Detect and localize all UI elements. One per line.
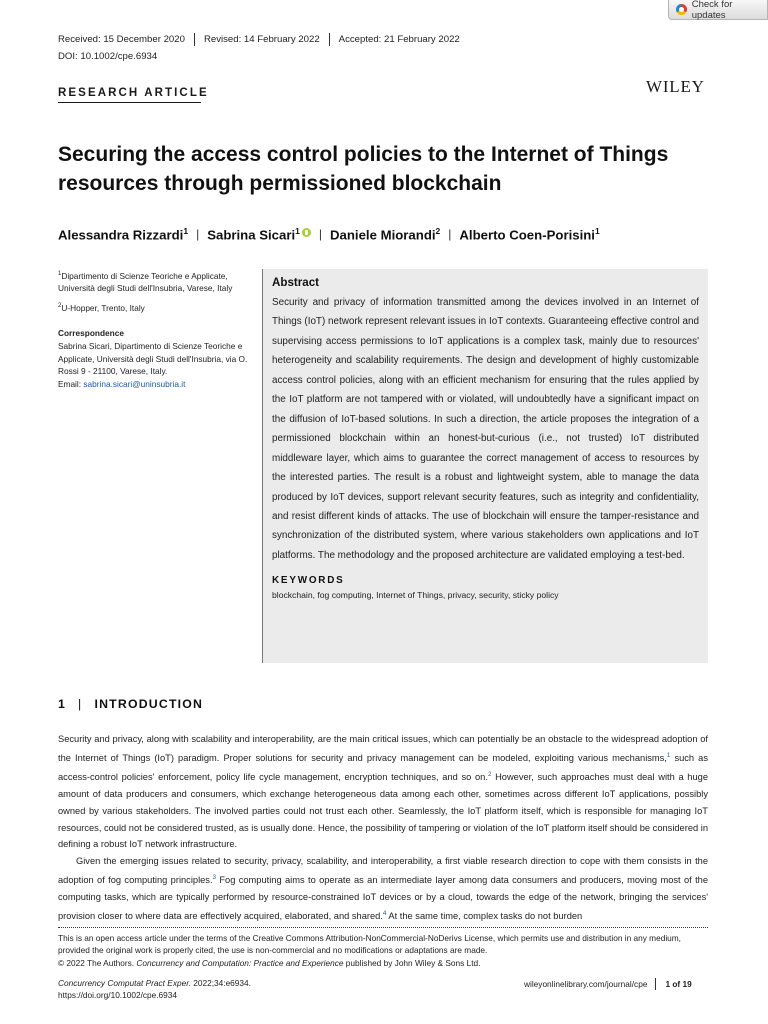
abstract-text: Security and privacy of information transmitted among the devices involved in an Internet of Things (IoT) network represent relevant issues in IoT contexts. Guaranteeing effective control and supervising access permissions to IoT applications is a complex task, mainly due to resources' heterogeneity and scalability requirements. The design and development of highly customizable access control policies, along with an efficient mechanism for ensuring that the rules applied by the IoT platform are not tampered with or violated, will undoubtedly have a significant impact on the diffusion of IoT-based solutions. In such a direction, the article proposes the integration of a permissioned blockchain within an honest-but-curious (i.e., not trusted) IoT distributed middleware layer, which aims to guarantee the correct management of access to resources by the interested parties. The result is a robust and lightweight system, able to manage the data produced by IoT devices, support relevant security features, such as integrity and confidentiality, and resist different kinds of attacks. The use of blockchain will ensure the tamper-resistance and synchronization of the distributed system, where various stakeholders own applications and IoT platforms. The methodology and the proposed architecture are validated employing a test-bed. [272, 297, 699, 561]
citation-link[interactable]: 3 [212, 874, 216, 882]
citation-link[interactable]: 2 [487, 770, 492, 778]
affiliations [58, 268, 248, 319]
check-for-updates-label: Check for updates [691, 0, 733, 21]
footnote-divider [58, 927, 708, 928]
email-link[interactable]: sabrina.sicari@uninsubria.it [83, 378, 186, 389]
accepted-date: Accepted: 21 February 2022 [329, 33, 469, 46]
author[interactable]: Daniele Miorandi$^2$ [330, 226, 441, 243]
section-separator: | [78, 697, 83, 711]
paragraph: Security and privacy, along with scalability and interoperability, are the main critical issues, which can potentially be an obstacle to the widespread adoption of the Internet of Things (IoT) paradigm. Proper solutions for security and privacy management can be modeled, exploiting various mechanisms,$^1$ such as access-control policies' enforcement, policy life cycle management, encryption techniques, and so on.$^2$ However, such approaches must deal with a huge amount of data producers and consumers, which exchange heterogeneous data among each other, sometimes across different IoT applications, possibly owned by various stakeholders. The involved parties could not trust each other. Seamlessly, the IoT platform itself, which is responsible for managing IoT resources, could not be considered trusted, as is usually done. Hence, the possibility of tampering or violation of the IoT platform itself should be considered in defining a robust IoT network infrastructure. [58, 734, 708, 850]
author-separator: | [196, 227, 200, 242]
abstract-heading: Abstract [272, 276, 320, 289]
author[interactable]: Alessandra Rizzardi$^1$ [58, 226, 189, 243]
abstract-box [262, 269, 708, 663]
publisher-logo: WILEY [646, 77, 705, 96]
revised-date: Revised: 14 February 2022 [194, 33, 329, 46]
paper-title: Securing the access control policies to the Internet of Things resources through permissioned blockchain [58, 143, 669, 195]
citation-link[interactable]: 4 [382, 910, 387, 918]
paragraph: Given the emerging issues related to security, privacy, scalability, and interoperability, a first viable research direction to cope with them consists in the adoption of fog computing principles.$^3$ Fog computing aims to operate as an intermediate layer among data consumers and producers, moving most of the computing tasks, which are typically performed by resource-constrained IoT devices or by a cloud, towards the edge of the network, bringing the services' provision closer to where data are effectively acquired, elaborated, and shared.$^4$ At the same time, complex tasks do not burden [58, 856, 708, 922]
correspondence [58, 327, 248, 390]
license-text: This is an open access article under the terms of the Creative Commons Attribution-NonCommercial-NoDerivs License, which permits use and distribution in any medium, provided the original work is properly cited, the use is non-commercial and no modifications or adaptations are made. [58, 933, 681, 956]
citation-link[interactable]: 1 [666, 751, 671, 759]
author-separator: | [318, 227, 323, 242]
section-title: INTRODUCTION [94, 697, 204, 711]
footer-citation: Concurrency Computat Pract Exper. 2022;34:e6934. https://doi.org/10.1002/cpe.6934 [58, 978, 251, 1000]
doi: DOI: 10.1002/cpe.6934 [58, 51, 158, 62]
article-dates [58, 33, 469, 46]
copyright-line: © 2022 The Authors. Concurrency and Computation: Practice and Experience published by John Wiley & Sons Ltd. [58, 957, 481, 968]
author[interactable]: Alberto Coen-Porisini$^1$ [459, 226, 600, 243]
introduction-body [58, 731, 708, 925]
orcid-icon[interactable] [302, 228, 311, 237]
journal-abbrev: Concurrency Computat Pract Exper. [58, 978, 191, 988]
footer-right [524, 978, 692, 990]
section-number: 1 [58, 697, 67, 711]
keywords: blockchain, fog computing, Internet of Things, privacy, security, sticky policy [272, 590, 559, 601]
section-heading [58, 697, 203, 711]
author-list [58, 226, 600, 242]
article-type-underline [58, 102, 201, 103]
doi-link[interactable]: https://doi.org/10.1002/cpe.6934 [58, 989, 178, 1000]
license-footnote [58, 932, 708, 969]
keywords-heading: KEYWORDS [272, 575, 345, 587]
author-separator: | [448, 227, 452, 242]
correspondence-heading: Correspondence [58, 328, 124, 338]
author[interactable]: Sabrina Sicari$^1$ [207, 226, 311, 242]
check-for-updates-button[interactable] [668, 0, 768, 20]
page-number: 1 of 19 [655, 978, 691, 990]
correspondence-text: Sabrina Sicari, Dipartimento di Scienze Teoriche e Applicate, Università degli Studi dell'Insubria, via O. Rossi 9 - 21100, Varese, Italy. [58, 341, 248, 377]
crossmark-icon [676, 4, 687, 15]
affiliation: $^1$Dipartimento di Scienze Teoriche e Applicate, Università degli Studi dell'Insubria, Varese, Italy [58, 270, 233, 294]
journal-site-link[interactable]: wileyonlinelibrary.com/journal/cpe [524, 979, 648, 989]
article-type: RESEARCH ARTICLE [58, 87, 209, 99]
affiliation: $^2$U-Hopper, Trento, Italy [58, 302, 145, 313]
correspondence-email-line: Email: sabrina.sicari@uninsubria.it [58, 378, 186, 389]
received-date: Received: 15 December 2020 [58, 34, 185, 45]
